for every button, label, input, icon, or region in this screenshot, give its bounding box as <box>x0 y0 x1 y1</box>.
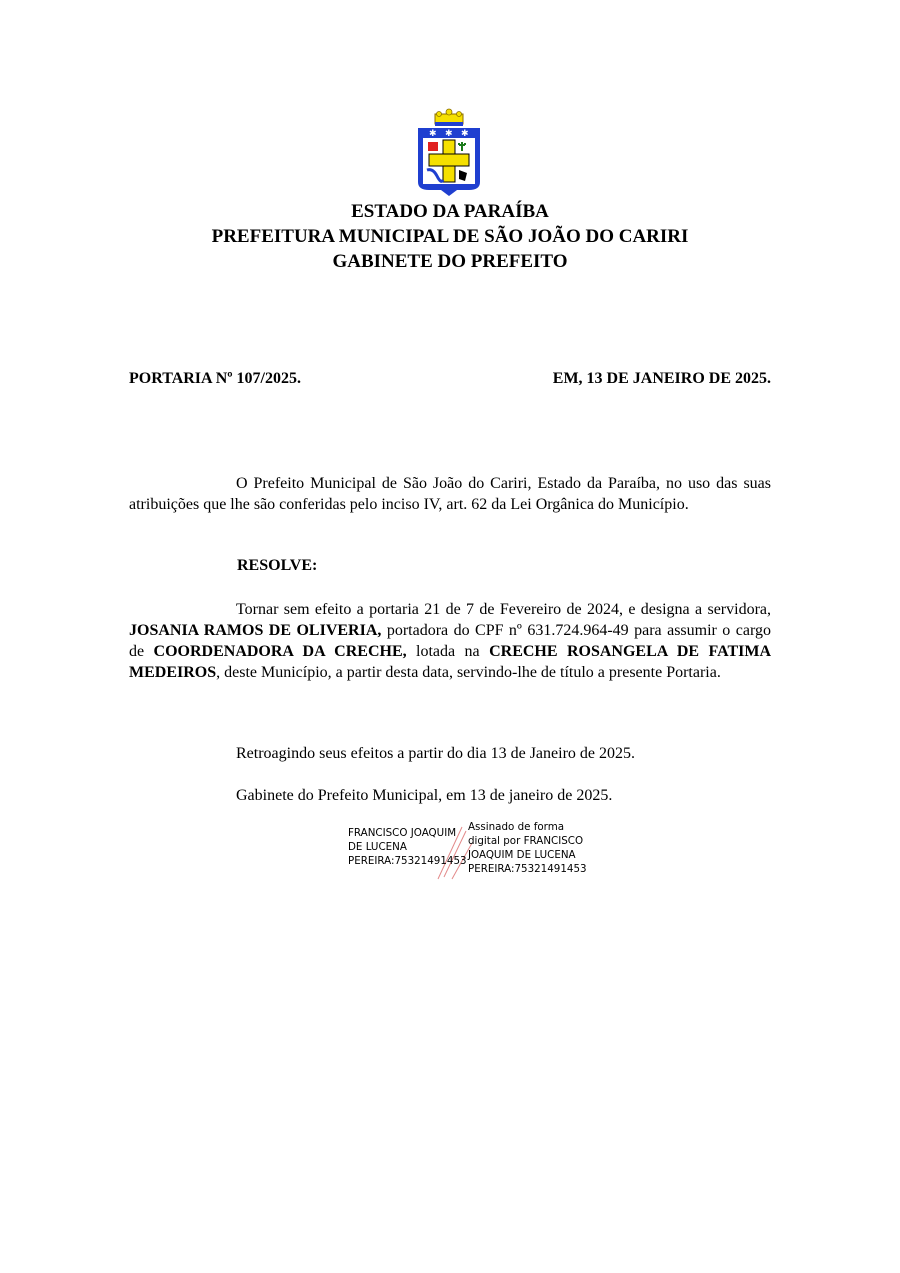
header-state: ESTADO DA PARAÍBA <box>351 201 549 222</box>
header-office: GABINETE DO PREFEITO <box>332 251 568 272</box>
signature-note-line-1: Assinado de forma <box>468 821 565 833</box>
resolve-heading: RESOLVE: <box>237 557 318 574</box>
digital-signature <box>346 819 596 883</box>
retroacting-statement: Retroagindo seus efeitos a partir do dia 13 de Janeiro de 2025. <box>236 745 635 762</box>
svg-text:✱: ✱ <box>445 129 453 139</box>
resolution-text-4: , deste Município, a partir desta data, servindo-lhe de título a presente Portaria. <box>216 664 721 681</box>
intro-paragraph: O Prefeito Municipal de São João do Cariri, Estado da Paraíba, no uso das suas atribuições que lhe são conferidas pelo inciso IV, art. 62 da Lei Orgânica do Município. <box>129 475 771 513</box>
signer-name-line-2: DE LUCENA <box>348 841 407 853</box>
resolution-text-3: lotada na <box>406 643 490 660</box>
employee-name: JOSANIA RAMOS DE OLIVERIA, <box>129 622 382 639</box>
signature-note <box>468 820 596 876</box>
header-municipality: PREFEITURA MUNICIPAL DE SÃO JOÃO DO CARIRI <box>211 226 689 247</box>
svg-text:✱: ✱ <box>461 129 469 139</box>
workplace-name: CRECHE ROSANGELA DE FATIMA MEDEIROS <box>129 643 772 681</box>
signer-name <box>348 826 468 868</box>
resolution-paragraph <box>129 599 771 683</box>
closing-statement: Gabinete do Prefeito Municipal, em 13 de janeiro de 2025. <box>236 787 613 804</box>
signer-name-line-1: FRANCISCO JOAQUIM <box>348 827 457 839</box>
resolution-text-1: Tornar sem efeito a portaria 21 de 7 de Fevereiro de 2024, e designa a servidora, <box>236 601 771 618</box>
signature-note-line-3: JOAQUIM DE LUCENA <box>468 849 576 861</box>
signature-note-line-4: PEREIRA:75321491453 <box>468 863 587 875</box>
signature-note-line-2: digital por FRANCISCO <box>468 835 584 847</box>
municipal-crest-logo <box>415 108 483 196</box>
signer-name-line-3: PEREIRA:75321491453 <box>348 855 467 867</box>
portaria-date: EM, 13 DE JANEIRO DE 2025. <box>552 370 771 387</box>
portaria-number: PORTARIA Nº 107/2025. <box>129 370 301 387</box>
role-name: COORDENADORA DA CRECHE, <box>153 643 407 660</box>
svg-text:✱: ✱ <box>429 129 437 139</box>
resolution-text-2: portadora do CPF nº 631.724.964-49 para assumir o cargo de <box>129 622 771 660</box>
